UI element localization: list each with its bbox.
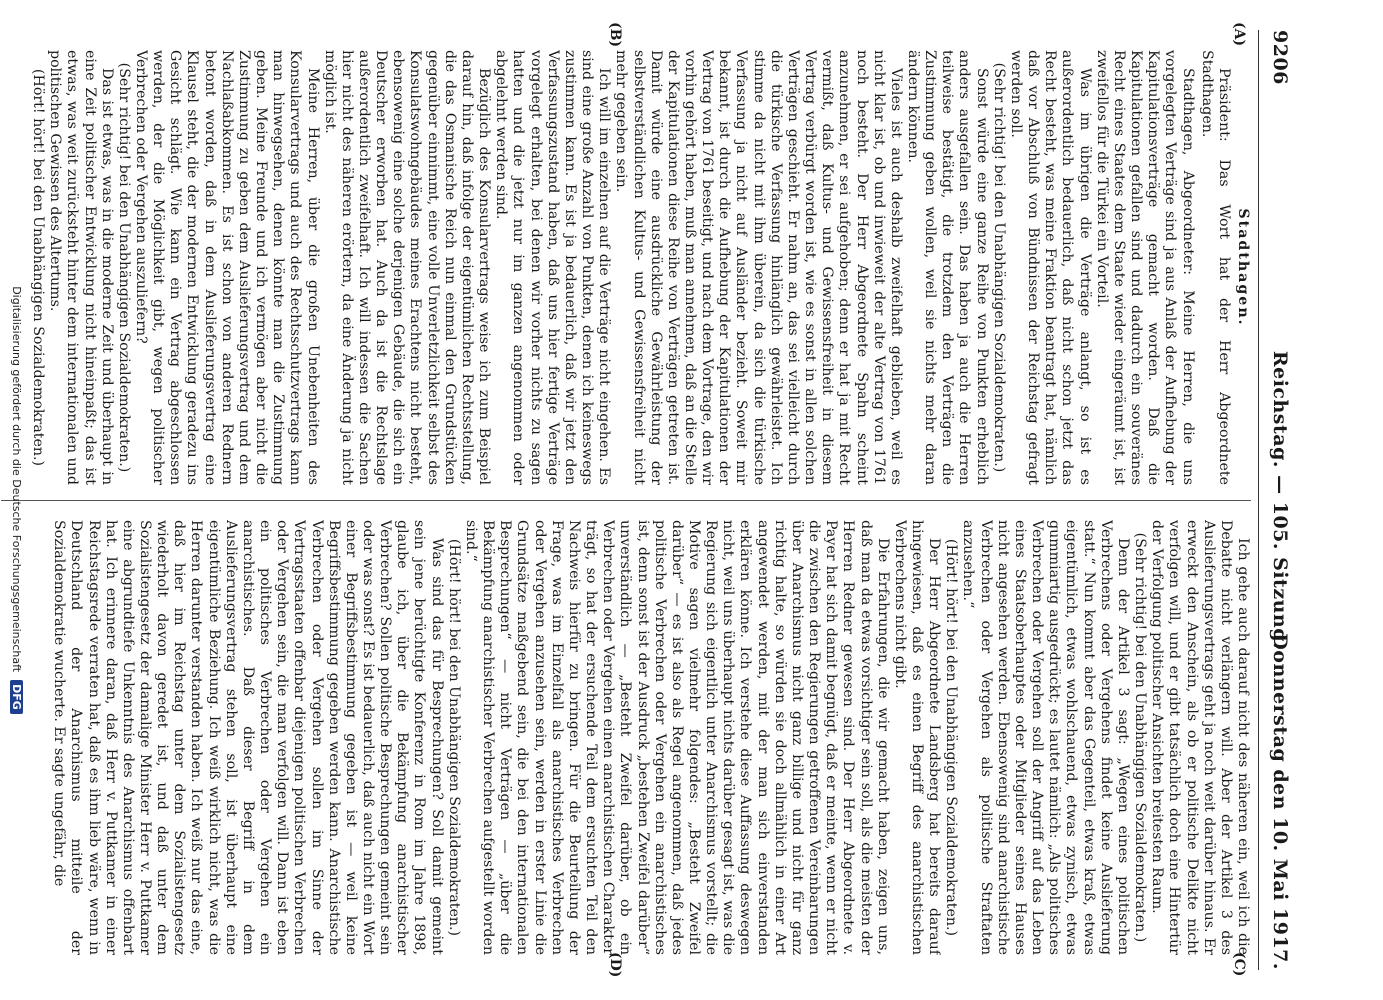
marker-c: (C) [1231, 952, 1247, 977]
paragraph: Ich will im einzelnen auf die Verträge nicht eingehen. Es sind eine große Anzahl von Punkten, denen ich keineswegs zustimmen kann. Es ist ja bedauerlich, daß wir jetzt den Verfassungszustand haben, daß uns hier fertige Verträge vorgelegt erhalten, bei denen wir vorher nichts zu sagen hatten und die jetzt nur im ganzen angenommen oder abgelehnt werden sind. [493, 50, 613, 485]
paragraph: Was sind das für Besprechungen? Soll damit gemeint sein jene berüchtigte Konferenz in Rom im Jahre 1898, glaube ich, über die Bekämpfung anarchistischer Verbrechen? Sollen politische Besprechungen gemeint sein oder was sonst? Es ist bedauerlich, daß auch nicht ein Wort einer Begriffsbestimmung gegeben ist — weil keine Begriffsbestimmung gegeben werden kann. Anarchistische Verbrechen oder Vergehen sollen im Sinne der Vertragsstaaten offenbar diejenigen politischen Verbrechen oder Vergehen sein, die man verfolgen will. Dann ist eben ein politisches Verbrechen oder Vergehen ein anarchistisches. Daß dieser Begriff in dem Auslieferungsvertrag stehen soll, ist überhaupt eine eigentümliche Beziehung. Ich weiß wirklich nicht, was die Herren darunter verstanden haben. Ich weiß nur das eine, daß hier im Reichstag unter dem Sozialistengesetz wiederholt davon geredet ist, und daß unter dem Sozialistengesetz der damalige Minister Herr v. Puttkamer eine abgrundtiefe Unkenntnis des Anarchismus offenbart hat. Ich erinnere daran, daß Herr v. Puttkamer in einer Reichstagsrede verraten hat, daß es ihm lieb wäre, wenn in Deutschland der Anarchismus mitteile der Sozialdemokratie wucherte. Er sagte ungefähr, die [51, 520, 445, 955]
paragraph: Bezüglich des Konsularvertrags weise ich zum Beispiel darauf hin, daß infolge der eigentümlichen Rechtsstellung, die das Osmanische Reich nun einmal den Grundstücken gegenüber einnimmt, eine volle Unverletzlichkeit selbst des Konsulatswohngebäudes meines Erachtens nicht besteht, ebensowenig eine solche derjenigen Gebäude, die sich ein Deutscher erworben hat. Auch da ist die Rechtslage außerordentlich zweifelhaft. Ich will indessen die Sachen hier nicht des näheren erörtern, da eine Änderung ja nicht möglich ist. [321, 50, 493, 485]
page-header [1265, 30, 1291, 970]
right-column [6, 520, 1251, 955]
speaker-heading: Stadthagen. [1235, 208, 1251, 327]
header-rule [1258, 30, 1259, 970]
paragraph: Ich gehe auch darauf nicht des näheren ein, weil ich die Debatte nicht verlängern will. Aber der Artikel 3 des Auslieferungsvertrags geht ja noch weit darüber hinaus. Er erweckt den Anschein, als ob er politische Delikte nicht verfolgen will, und er gibt tatsächlich doch eine Hintertür der Verfolgung politischer Ansichten breitesten Raum. [1149, 520, 1251, 955]
interjection: (Sehr richtig! bei den Unabhängigen Sozialdemokraten.) [990, 62, 1007, 473]
digitization-footer [10, 0, 23, 1000]
running-title: Reichstag. — 105. Sitzung. [1269, 350, 1291, 650]
column-divider [1, 500, 1251, 501]
marker-b: (B) [607, 22, 623, 48]
marker-d: (D) [607, 952, 623, 978]
interjection: (Sehr richtig! bei den Unabhängigen Sozialdemokraten.) [115, 62, 132, 473]
paragraph: Vieles ist auch deshalb zweifelhaft geblieben, weil es nicht klar ist, ob und inwieweit der alte Vertrag von 1761 noch besteht. Der Herr Abgeordnete Spahn scheint anzunehmen, er sei aufgehoben; denn er hat ja mit Recht vermißt, daß Kultus- und Gewissensfreiheit in diesem Vertrag verbürgt worden ist, wie es sonst in allen solchen Verträgen geschieht. Er nahm an, das sei vielleicht durch die türkische Verfassung hinlänglich gewährleistet. Ich stimme da nicht mit ihm überein, da sich die türkische Verfassung ja nicht auf Ausländer bezieht. Soweit mir bekannt, ist durch die Aufhebung der Kapitulationen der Vertrag von 1761 beseitigt, und nach dem Vortrage, den wir vorhin gehört haben, muß man annehmen, daß an die Stelle der Kapitulationen diese Reihe von Verträgen getreten ist. Damit würde eine ausdrückliche Gewährleistung der selbstverständlichen Kultus- und Gewissensfreiheit nicht mehr gegeben sein. [613, 50, 904, 485]
paragraph: Präsident: Das Wort hat der Herr Abgeordnete Stadthagen. [1198, 50, 1232, 485]
interjection: (Sehr richtig! bei den Unabhängigen Sozialdemokraten.) [1132, 532, 1149, 943]
paragraph: Stadthagen, Abgeordneter: Meine Herren, die uns vorgelegten Verträge sind ja aus Anlaß der Aufhebung der Kapitulationsverträge gemacht worden. Daß die Kapitulationen gefallen sind und dadurch ein souveränes Recht eines Staates dem Staate wieder eingeräumt ist, ist zweifellos für die Türkei ein Vorteil. [1093, 50, 1196, 485]
paragraph: Das ist etwas, was in die moderne Zeit und überhaupt in eine Zeit politischer Entwicklung nicht hineinpaßt; das ist etwas, was weit zurücksteht hinter dem internationalen und politischen Gewissen des Altertums. [47, 50, 115, 485]
marker-a: (A) [1231, 22, 1247, 47]
footer-text: Digitalisierung gefördert durch die Deutsche Forschungsgemeinschaft [10, 286, 23, 673]
page-number: 9206 [1269, 30, 1291, 85]
session-date: Donnerstag den 10. Mai 1917. [1269, 633, 1291, 970]
paragraph: Meine Herren, über die großen Unebenheiten des Konsularvertrags und auch des Rechtsschutzvertrags kann man hinwegsehen, denen könnte man die Zustimmung geben. Meine Freunde und ich vermögen aber nicht die Zustimmung zu geben dem Auslieferungsvertrag und dem Nachlaßabkommen. Es ist schon von anderen Rednern betont worden, daß in dem Auslieferungsvertrag eine Klausel steht, die der modernen Entwicklung geradezu ins Gesicht schlägt. Wie kann ein Vertrag abgeschlossen werden, der die Möglichkeit gibt, wegen politischer Verbrechen oder Vergehen auszuliefern? [133, 50, 321, 485]
paragraph: Was im übrigen die Verträge anlangt, so ist es außerordentlich bedauerlich, daß nicht schon jetzt das Recht besteht, was meine Fraktion beantragt hat, nämlich daß vor Abschluß von Bündnissen der Reichstag gefragt werden soll. [1007, 50, 1093, 485]
paragraph: Die Erfahrungen, die wir gemacht haben, zeigen uns, daß man da etwas vorsichtiger sein soll, als die meisten der Herren Redner gewesen sind. Der Herr Abgeordnete v. Payer hat sich damit begnügt, daß er meinte, wenn er nicht die zwischen den Regierungen getroffenen Vereinbarungen über Anarchismus nicht ganz billige und nicht für ganz richtig halte, so würden sie doch allmählich in einer Art angewendet werden, mit der man sich einverstanden erklären könne. Ich verstehe diese Auffassung deswegen nicht, weil uns überhaupt nichts darüber gesagt ist, was die Regierung sich eigentlich unter Anarchismus vorstellt; die Motive sagen vielmehr folgendes: „Besteht Zweifel darüber“ — es ist also als Regel angenommen, daß jedes politische Verbrechen oder Vergehen ein anarchistisches ist, denn sonst ist der Ausdruck „bestehen Zweifel darüber“ unverständlich — „Besteht Zweifel darüber, ob ein Verbrechen oder Vergehen einen anarchistischen Charakter trägt, so hat der ersuchende Teil dem ersuchten Teil den Nachweis hierfür zu bringen. Für die Beurteilung der Frage, was im Einzelfall als anarchistisches Verbrechen oder Vergehen anzusehen sein, werden in erster Linie die Grundsätze maßgebend sein, die bei den internationalen Besprechungen“ — nicht Verträgen — „über die Bekämpfung anarchistischer Verbrechen aufgestellt worden sind.“ [462, 520, 891, 955]
interjection: (Hört! hört! bei den Unabhängigen Sozialdemokraten.) [943, 538, 960, 937]
interjection: (Hört! hört! bei den Unabhängigen Sozialdemokraten.) [30, 68, 47, 467]
left-column [6, 50, 1251, 485]
paragraph: Sonst würde eine ganze Reihe von Punkten erheblich anders ausgefallen sein. Das haben ja auch die Herren teilweise bestätigt, die trotzdem den Verträgen die Zustimmung geben wollen, weil sie nichts mehr daran ändern können. [905, 50, 990, 485]
interjection: (Hört! hört! bei den Unabhängigen Sozialdemokraten.) [445, 538, 462, 937]
dfg-logo: DFG [10, 680, 23, 714]
paragraph: Denn der Artikel 3 sagt: „Wegen eines politischen Verbrechens oder Vergehens findet keine Auslieferung statt.“ Nun kommt aber das Gegenteil, etwas kraß, etwas eigentümlich, etwas wohlschauend, etwas zynisch, etwas gummiartig ausgedrückt; es lautet nämlich: „Als politisches Verbrechen oder Vergehen soll der Angriff auf das Leben eines Staatsoberhauptes oder Mitglieder seines Hauses nicht angesehen werden. Ebensowenig sind anarchistische Verbrechen oder Vergehen als politische Straftaten anzusehen.“ [960, 520, 1131, 955]
paragraph: Der Herr Abgeordnete Landsberg hat bereits darauf hingewiesen, daß es einen Begriff des anarchistischen Verbrechens nicht gibt. [891, 520, 943, 955]
